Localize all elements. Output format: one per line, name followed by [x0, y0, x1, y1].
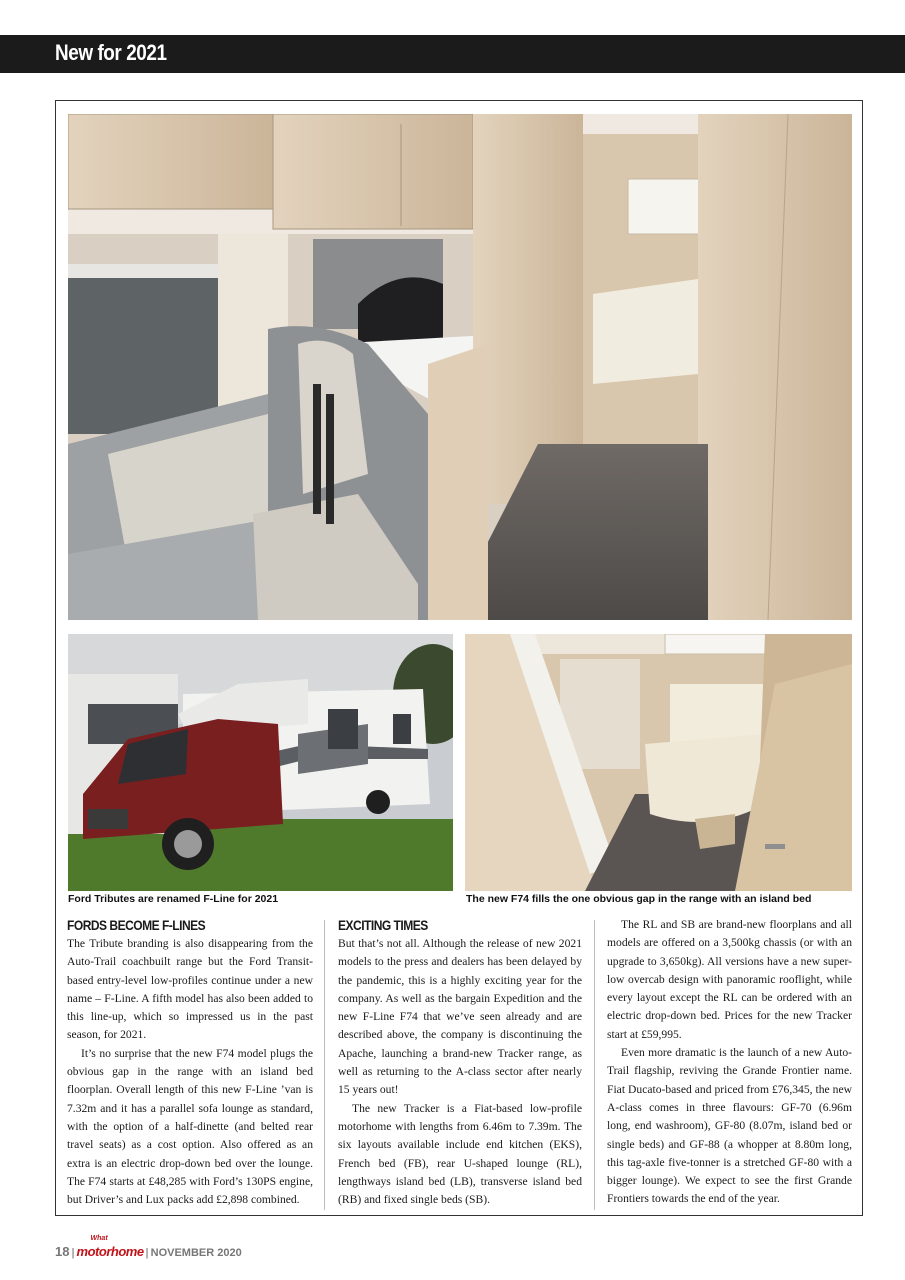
photo-exterior-motorhome — [68, 634, 453, 891]
paragraph: The Tribute branding is also disappearing from the Auto-Trail coachbuilt range but the Ford Transit-based entry-level low-profiles continue under a new name – F-Line. A fifth model has also been added to this line-up, which so impressed us in the past season, for 2021. — [67, 937, 313, 1042]
caption-exterior: Ford Tributes are renamed F-Line for 2021 — [68, 893, 279, 905]
logo-small-text: What — [90, 1235, 108, 1242]
caption-island-bed: The new F74 fills the one obvious gap in the range with an island bed — [466, 893, 812, 905]
article-column-3 — [607, 916, 852, 1209]
paragraph: But that’s not all. Although the release of new 2021 models to the press and dealers has been delayed by the pandemic, this is a highly exciting year for the company. As well as the bargain Expedition and the new F-Line F74 that we’ve seen already and are described above, the company is discontinuing the Apache, launching a brand-new Tracker range, as well as returning to the A-class sector after nearly 15 years out! — [338, 937, 582, 1097]
article-column-2 — [338, 916, 582, 1209]
issue-date: NOVEMBER 2020 — [150, 1247, 242, 1259]
column-divider — [324, 920, 325, 1210]
magazine-logo — [76, 1235, 144, 1259]
article-column-1 — [67, 916, 313, 1209]
paragraph: The RL and SB are brand-new floorplans and all models are offered on a 3,500kg chassis (or with an upgrade to 3,650kg). All versions have a new super-low overcab design with panoramic rooflight, while every layout except the RL can be ordered with an electric drop-down bed. Prices for the new Tracker start at £59,995. — [607, 918, 852, 1041]
photo-interior-lounge — [68, 114, 852, 620]
subheading-fords-become-f-lines: FORDS BECOME F-LINES — [67, 917, 206, 933]
photo-island-bed — [465, 634, 852, 891]
paragraph: The new Tracker is a Fiat-based low-profile motorhome with lengths from 6.46m to 7.39m. The six layouts available include end kitchen (EKS), French bed (FB), rear U-shaped lounge (RL), lengthways island bed (LB), transverse island bed (RB) and fixed single beds (SB). — [338, 1101, 582, 1207]
paragraph: It’s no surprise that the new F74 model plugs the obvious gap in the range with an island bed floorplan. Overall length of this new F-Line ’van is 7.32m and it has a parallel sofa lounge as standard, with the option of a half-dinette (and belted rear travel seats) as a cost option. Also offered as an extra is an electric drop-down bed over the lounge. The F74 starts at £48,285 with Ford’s 130PS engine, but Driver’s and Lux packs add £2,898 combined. — [67, 1046, 313, 1207]
section-title: New for 2021 — [55, 40, 167, 65]
page-number: 18 — [55, 1244, 70, 1259]
logo-main-text: motorhome — [76, 1244, 144, 1259]
subheading-exciting-times: EXCITING TIMES — [338, 917, 428, 933]
section-header-bar — [0, 35, 905, 73]
paragraph: Even more dramatic is the launch of a new Auto-Trail flagship, reviving the Grande Frontier name. Fiat Ducato-based and priced from £76,345, the new A-class comes in three flavours: GF-70 (6.96m long, end washroom), GF-80 (8.07m, island bed or single beds) and GF-88 (a whopper at 8.80m long, this tag-axle five-tonner is a stretched GF-80 with a bigger lounge). We expect to see the first Grande Frontiers towards the end of the year. — [607, 1046, 852, 1206]
page-footer: 18 | What motorhome | NOVEMBER 2020 — [55, 1235, 242, 1259]
column-divider — [594, 920, 595, 1210]
